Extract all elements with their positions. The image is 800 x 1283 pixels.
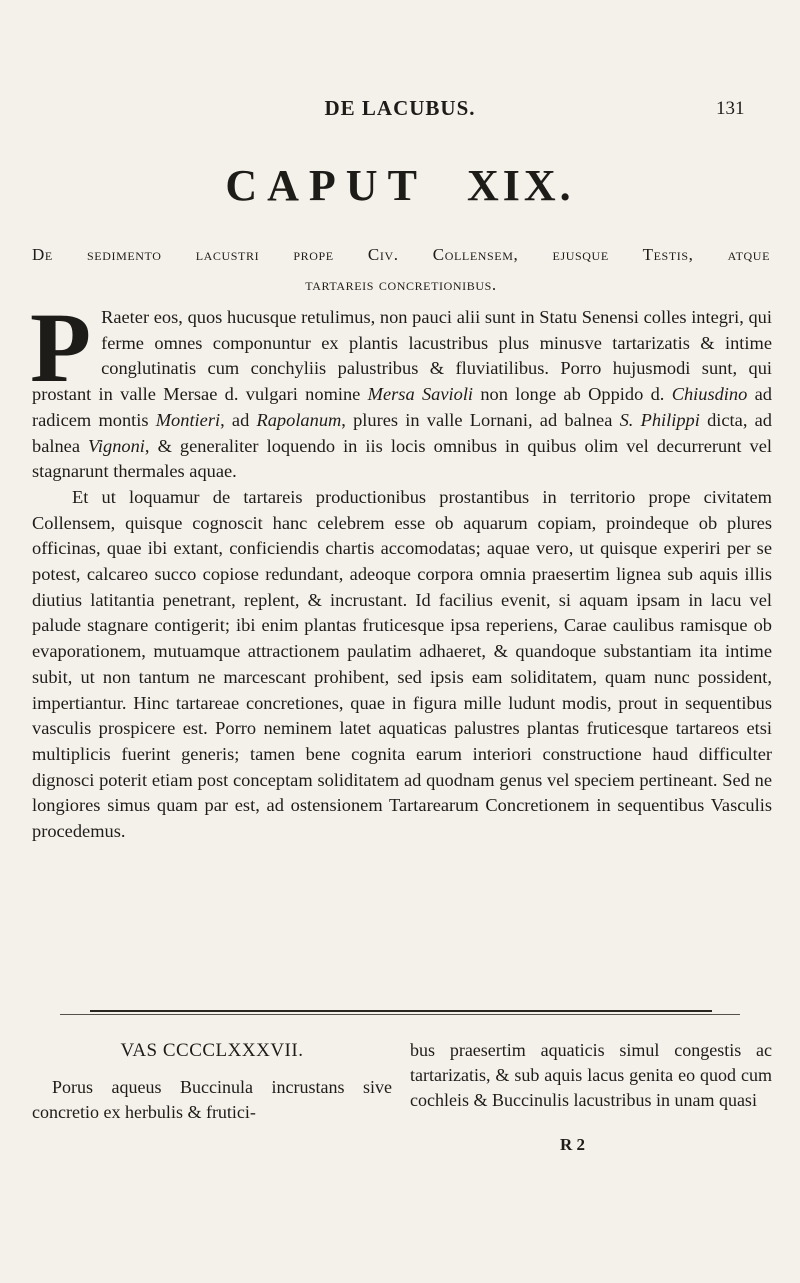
chapter-caput: CAPUT — [225, 161, 427, 210]
p1-text-f: dicta, ad balnea — [32, 409, 772, 456]
section-rule-thin — [60, 1014, 740, 1015]
vas-right-text: bus praesertim aquaticis simul congestis ac tartarizatis, & sub aquis lacus genita eo quod cum cochleis & Buccinulis lacustribus in unam quasi — [410, 1040, 772, 1110]
drop-cap: P — [30, 292, 92, 403]
chapter-number: XIX. — [466, 161, 575, 210]
p1-text-g: , & generaliter loquendo in iis locis omnibus in quibus olim vel decurrerunt vel stagnarunt thermales aquae. — [32, 435, 772, 482]
p1-ital-6: Vignoni — [88, 435, 145, 456]
p1-text-a: Raeter eos, quos hucusque retulimus, non pauci alii sunt in Statu Senensi colles integri, qui ferme omnes componuntur ex plantis lacustribus plus minusve tartarizatis & intime conglutinatis cum conchyliis palustribus & fluviatilibus. Porro hujusmodi sunt, qui prostant in valle Mersae d. vulgari nomine — [32, 307, 772, 405]
paragraph-1 — [30, 292, 772, 485]
subtitle-line-1: De sedimento lacustri prope Civ. Collensem, ejusque Testis, atque — [32, 245, 770, 264]
p1-text-b: non longe ab Oppido d. — [473, 384, 672, 405]
paragraph-2: Et ut loquamur de tartareis productionibus prostantibus in territorio prope civitatem Collensem, quisque cognoscit hanc celebrem esse ob aquarum copiam, proindeque ob plures officinas, quae ibi extant, conficiendis chartis accomodatas; aquae vero, ut quisque experiri per se potest, calcareo succo copiose redundant, adeoque corpora omnia praesertim lignea sub aquis illis diutius latitantia penetrant, replent, & incrustant. Id facilius evenit, si aquam ipsam in lacu vel palude stagnare contigerit; ibi enim plantas fruticesque ipsa reperiens, Carae caulibus ramisque ob evaporationem, mutuamque attractionem paulatim adhaeret, & quandoque substantiam ita intime subit, ut non tantum ne marcescant prohibent, sed ipsis eam soliditatem, quam nunc possident, impertiantur. Hinc tartareae concretiones, quae in figura mille ludunt modis, prout in sequentibus vasculis prospicere est. Porro neminem latet aquaticas palustres plantas fruticesque tartareos etsi multiplicis fuerint generis; tamen bene cognita earum interiori constructione haud difficulter dignosci poterit etiam post conceptam soliditatem ad quodnam genus vel speciem pertineant. Sed ne longiores simus quam par est, ad ostensionem Tartarearum Concretionem in sequentibus Vasculis procedemus. — [32, 486, 772, 842]
p1-ital-1: Mersa Savioli — [367, 384, 474, 405]
chapter-title — [0, 160, 800, 211]
p1-ital-5: S. Philippi — [619, 409, 700, 430]
left-column — [32, 1038, 392, 1125]
right-column — [410, 1038, 772, 1113]
subtitle-line-2: tartareis concretionibus. — [305, 275, 497, 294]
p1-ital-4: Rapolanum — [256, 409, 342, 430]
vas-heading: VAS CCCCLXXXVII. — [120, 1040, 304, 1061]
vas-left-text: Porus aqueus Buccinula incrustans sive concretio ex herbulis & frutici- — [32, 1077, 392, 1122]
p1-ital-2: Chiusdino — [671, 384, 748, 405]
page-number: 131 — [716, 98, 745, 119]
running-title: DE LACUBUS. — [324, 96, 476, 120]
p1-ital-3: Montieri — [155, 409, 221, 430]
signature-mark: R 2 — [560, 1135, 586, 1154]
section-rule — [90, 1010, 712, 1012]
body-text — [30, 292, 772, 845]
p1-text-e: , plures in valle Lornani, ad balnea — [341, 409, 620, 430]
chapter-subtitle — [32, 240, 770, 300]
p1-text-c: ad radicem montis — [32, 384, 772, 430]
p1-text-d: , ad — [220, 409, 257, 430]
